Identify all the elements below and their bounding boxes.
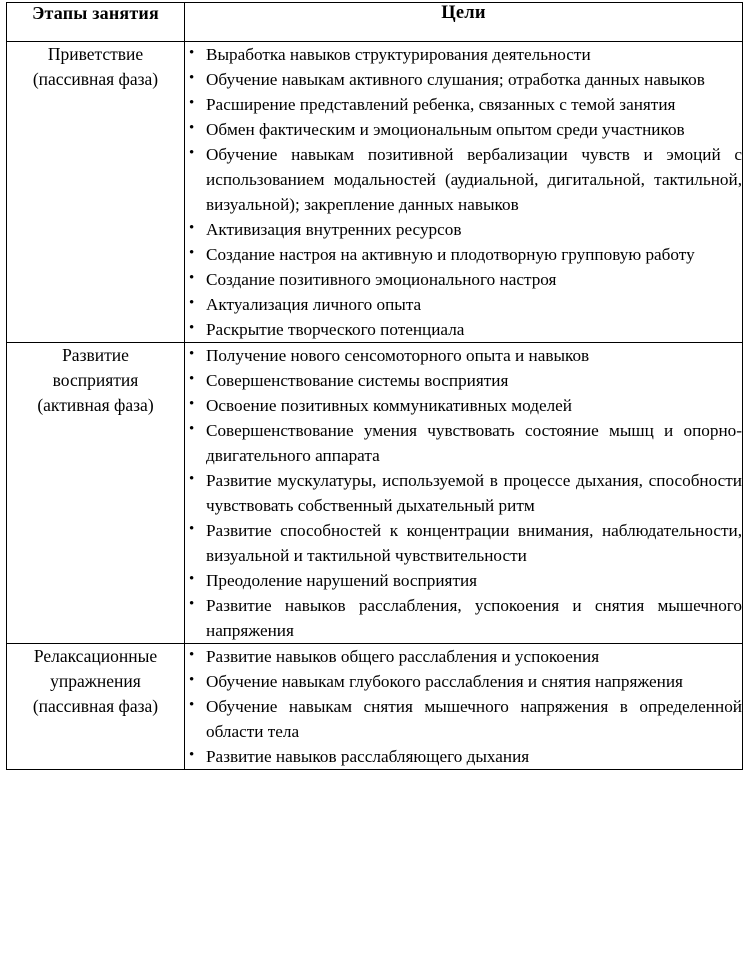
goal-item: • Совершенствование умения чувствовать состояние мышц и опорно-двигательного аппарата [185,418,742,468]
table-row [7,42,743,343]
stage-label-line: Развитие [62,345,129,365]
goal-item: • Обучение навыкам глубокого расслабления и снятия напряжения [185,669,742,694]
goal-item: • Активизация внутренних ресурсов [185,217,742,242]
table-row [7,644,743,770]
goal-item: • Совершенствование системы восприятия [185,368,742,393]
table-header [7,3,743,42]
goal-item: • Актуализация личного опыта [185,292,742,317]
goal-item: • Преодоление нарушений восприятия [185,568,742,593]
lesson-stages-goals-table [6,2,743,770]
goal-item: • Обучение навыкам снятия мышечного напряжения в определенной области тела [185,694,742,744]
stage-label-line: (пассивная фаза) [32,696,159,716]
table-header-row [7,3,743,42]
goal-item: • Обмен фактическим и эмоциональным опытом среди участников [185,117,742,142]
goals-list [185,343,742,643]
column-header-goals: Цели [185,3,743,42]
stage-cell [7,644,185,770]
stage-label-line: (пассивная фаза) [32,69,159,89]
goal-item: • Создание позитивного эмоционального настроя [185,267,742,292]
goal-item: • Получение нового сенсомоторного опыта и навыков [185,343,742,368]
goal-item: • Развитие мускулатуры, используемой в процессе дыхания, способности чувствовать собственный дыхательный ритм [185,468,742,518]
goal-item: • Расширение представлений ребенка, связанных с темой занятия [185,92,742,117]
goal-item: • Создание настроя на активную и плодотворную групповую работу [185,242,742,267]
stage-label-line: восприятия [52,370,139,390]
column-header-stage: Этапы занятия [7,3,185,42]
stage-cell [7,42,185,343]
stage-label-line: упражнения [50,671,141,691]
table-row [7,343,743,644]
stage-label-line: Релаксационные [33,646,158,666]
goals-list [185,644,742,769]
goal-item: • Развитие способностей к концентрации внимания, наблюдательности, визуальной и тактильной чувствительности [185,518,742,568]
goals-cell [185,644,743,770]
goal-item: • Развитие навыков расслабления, успокоения и снятия мышечного напряжения [185,593,742,643]
goals-cell [185,42,743,343]
goal-item: • Обучение навыкам активного слушания; отработка данных навыков [185,67,742,92]
goal-item: • Развитие навыков расслабляющего дыхания [185,744,742,769]
goal-item: • Освоение позитивных коммуникативных моделей [185,393,742,418]
goal-item: • Обучение навыкам позитивной вербализации чувств и эмоций с использованием модальностей (аудиальной, дигитальной, тактильной, визуальной); закрепление данных навыков [185,142,742,217]
stage-label-line: Приветствие [47,44,144,64]
goals-list [185,42,742,342]
goal-item: • Раскрытие творческого потенциала [185,317,742,342]
table-body [7,42,743,770]
goal-item: • Развитие навыков общего расслабления и успокоения [185,644,742,669]
stage-cell [7,343,185,644]
goal-item: • Выработка навыков структурирования деятельности [185,42,742,67]
goals-cell [185,343,743,644]
stage-label-line: (активная фаза) [37,395,154,415]
